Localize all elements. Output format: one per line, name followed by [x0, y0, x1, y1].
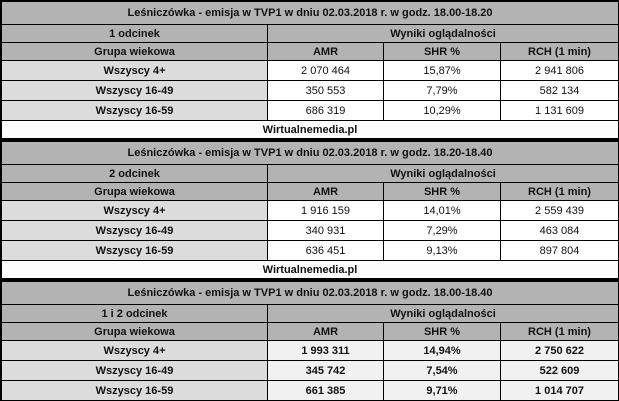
amr-value: 345 742: [268, 361, 384, 381]
age-group-cell: Wszyscy 16-59: [2, 241, 268, 261]
ratings-table-episodes-1-2: [1, 281, 619, 401]
amr-value: 1 993 311: [268, 341, 384, 361]
shr-value: 15,87%: [384, 61, 501, 81]
table-row: [2, 341, 619, 361]
results-header: Wyniki oglądalności: [268, 305, 619, 323]
rch-value: 2 941 806: [501, 61, 619, 81]
age-group-cell: Wszyscy 16-49: [2, 81, 268, 101]
shr-value: 10,29%: [384, 101, 501, 121]
column-header-rch: RCH (1 min): [501, 183, 619, 201]
column-header-group: Grupa wiekowa: [2, 43, 268, 61]
age-group-cell: Wszyscy 4+: [2, 201, 268, 221]
episode-label: 1 i 2 odcinek: [2, 305, 268, 323]
table-row: [2, 221, 619, 241]
table-row: [2, 61, 619, 81]
column-header-rch: RCH (1 min): [501, 43, 619, 61]
column-header-group: Grupa wiekowa: [2, 323, 268, 341]
rch-value: 1 131 609: [501, 101, 619, 121]
rch-value: 522 609: [501, 361, 619, 381]
shr-value: 7,29%: [384, 221, 501, 241]
age-group-cell: Wszyscy 16-49: [2, 361, 268, 381]
episode-label: 2 odcinek: [2, 165, 268, 183]
rch-value: 582 134: [501, 81, 619, 101]
age-group-cell: Wszyscy 4+: [2, 341, 268, 361]
age-group-cell: Wszyscy 16-49: [2, 221, 268, 241]
rch-value: 1 014 707: [501, 381, 619, 401]
column-header-amr: AMR: [268, 183, 384, 201]
table-title: Leśniczówka - emisja w TVP1 w dniu 02.03.2018 r. w godz. 18.00-18.20: [2, 2, 619, 25]
column-header-shr: SHR %: [384, 183, 501, 201]
rch-value: 897 804: [501, 241, 619, 261]
results-header: Wyniki oglądalności: [268, 25, 619, 43]
table-row: [2, 381, 619, 401]
column-header-shr: SHR %: [384, 43, 501, 61]
table-row: [2, 101, 619, 121]
amr-value: 661 385: [268, 381, 384, 401]
age-group-cell: Wszyscy 16-59: [2, 381, 268, 401]
amr-value: 2 070 464: [268, 61, 384, 81]
ratings-table-episode-2: [1, 141, 619, 279]
amr-value: 340 931: [268, 221, 384, 241]
table-row: [2, 241, 619, 261]
table-row: [2, 201, 619, 221]
table-row: [2, 81, 619, 101]
column-header-amr: AMR: [268, 323, 384, 341]
table-row: [2, 361, 619, 381]
amr-value: 1 916 159: [268, 201, 384, 221]
column-header-group: Grupa wiekowa: [2, 183, 268, 201]
table-title: Leśniczówka - emisja w TVP1 w dniu 02.03.2018 r. w godz. 18.00-18.40: [2, 282, 619, 305]
results-header: Wyniki oglądalności: [268, 165, 619, 183]
episode-label: 1 odcinek: [2, 25, 268, 43]
rch-value: 2 750 622: [501, 341, 619, 361]
amr-value: 350 553: [268, 81, 384, 101]
source-footer: Wirtualnemedia.pl: [2, 261, 619, 279]
shr-value: 14,01%: [384, 201, 501, 221]
column-header-rch: RCH (1 min): [501, 323, 619, 341]
age-group-cell: Wszyscy 4+: [2, 61, 268, 81]
age-group-cell: Wszyscy 16-59: [2, 101, 268, 121]
shr-value: 9,71%: [384, 381, 501, 401]
rch-value: 2 559 439: [501, 201, 619, 221]
column-header-amr: AMR: [268, 43, 384, 61]
source-footer: Wirtualnemedia.pl: [2, 121, 619, 139]
rch-value: 463 084: [501, 221, 619, 241]
ratings-table-episode-1: [1, 1, 619, 139]
shr-value: 7,79%: [384, 81, 501, 101]
shr-value: 14,94%: [384, 341, 501, 361]
column-header-shr: SHR %: [384, 323, 501, 341]
amr-value: 636 451: [268, 241, 384, 261]
shr-value: 9,13%: [384, 241, 501, 261]
amr-value: 686 319: [268, 101, 384, 121]
table-title: Leśniczówka - emisja w TVP1 w dniu 02.03.2018 r. w godz. 18.20-18.40: [2, 142, 619, 165]
shr-value: 7,54%: [384, 361, 501, 381]
